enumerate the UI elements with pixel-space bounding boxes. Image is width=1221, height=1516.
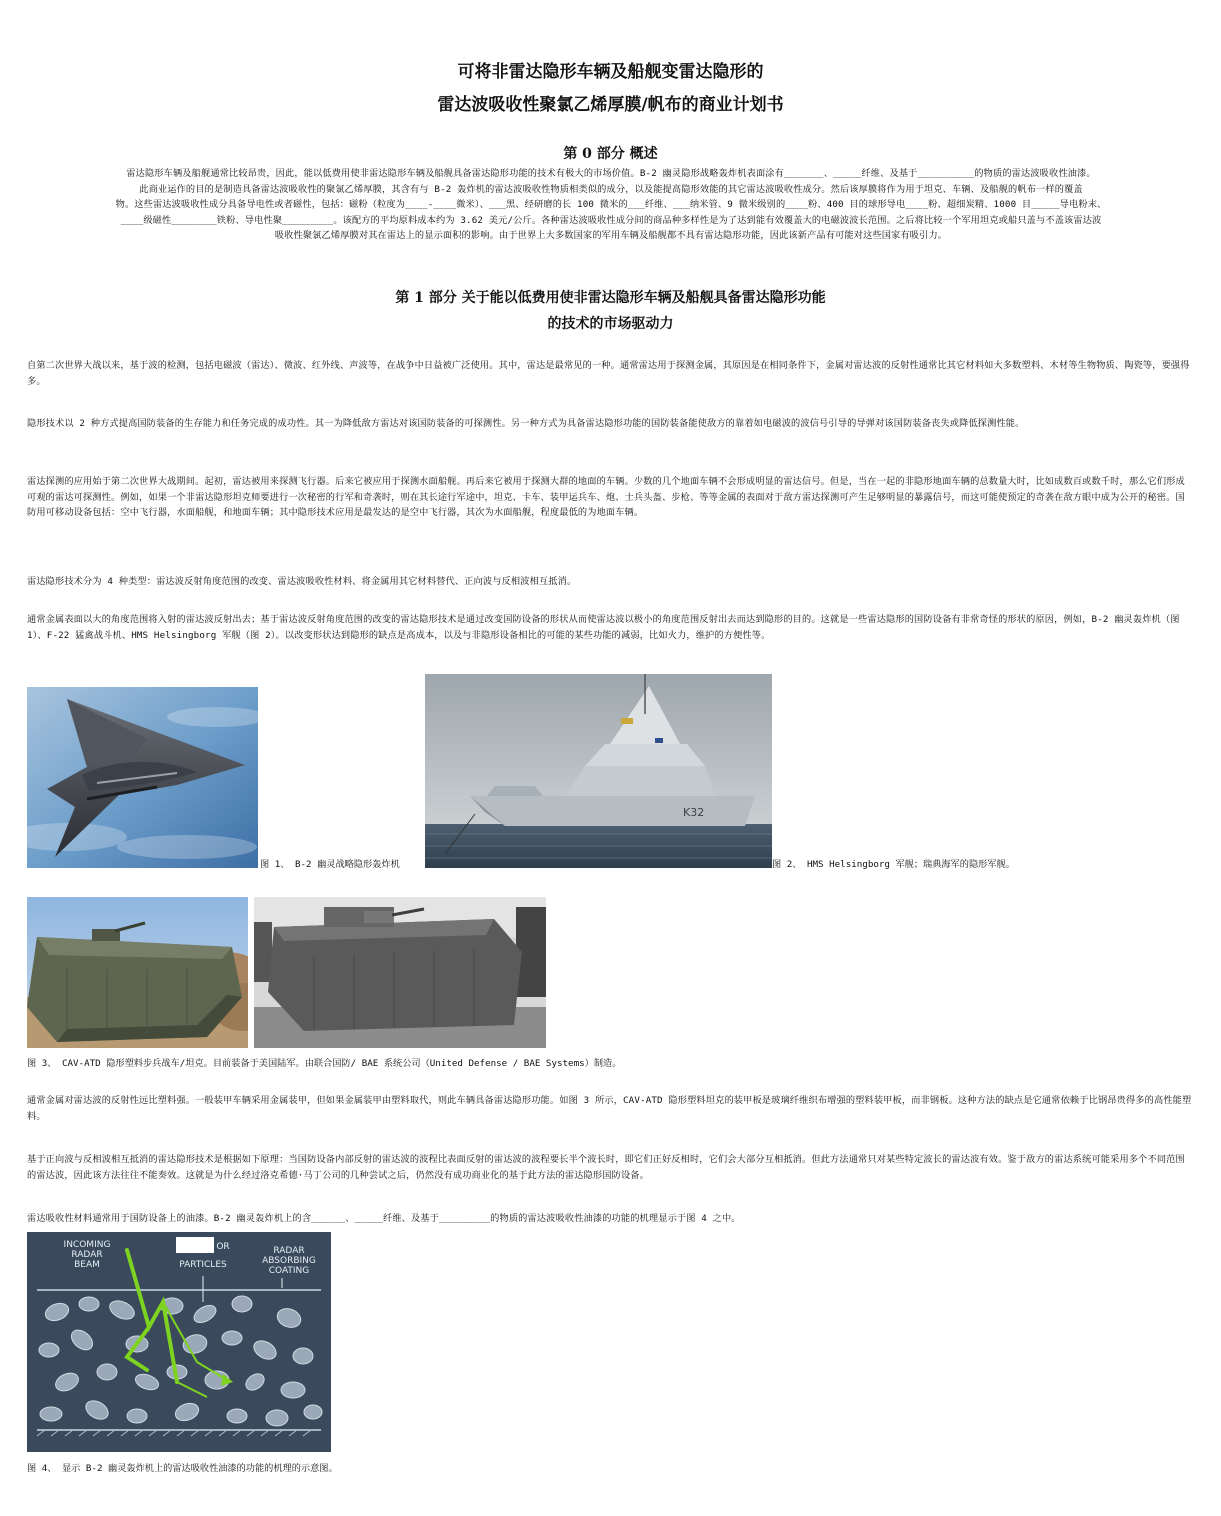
label-coating-line3: COATING bbox=[268, 1266, 310, 1276]
part0-line: ____级磁性________铁粉、导电性聚_________。该配方的平均原料成本约为 3.62 美元/公斤。各种雷达波吸收性成分间的商品种多样性是为了达到能有效覆盖大的电磁波波长范围。之后将比较一个军用坦克或船只盖与不盖该雷达波 bbox=[120, 214, 1102, 226]
svg-text:K32: K32 bbox=[683, 806, 705, 819]
part0-heading: 第 0 部分 概述 bbox=[563, 146, 658, 162]
figure-4-absorbing-coating-diagram bbox=[27, 1232, 331, 1452]
part1-paragraph-8: 雷达吸收性材料通常用于国防设备上的油漆。B-2 幽灵轰炸机上的含______、_____纤维、及基于_________的物质的雷达波吸收性油漆的功能的机理显示于图 4 之中。 bbox=[27, 1213, 741, 1224]
label-particles-line1: OR bbox=[216, 1242, 230, 1252]
label-coating-line1: RADAR bbox=[273, 1246, 305, 1256]
part1-paragraph-3: 雷达探测的应用始于第二次世界大战期间。起初，雷达被用来探测飞行器。后来它被应用于探测水面船舰。再后来它被用于探测大群的地面的车辆。少数的几个地面车辆不会形成明显的雷达信号。但是，当在一起的非隐形地面车辆的总数量大时，比如成数百或数千时，那么它们形成可观的雷达可探测性。例如，如果一个非雷达隐形坦克师要进行一次秘密的行军和奇袭时，则在其长途行军途中，坦克、卡车、装甲运兵车、炮、士兵头盔、步枪、等等金属的表面对于敌方雷达探测可产生足够明显的暴露信号，而这可能使预定的奇袭在敌方眼中成为公开的秘密。国防用可移动设备包括：空中飞行器，水面船舰，和地面车辆；其中隐形技术应用是最发达的是空中飞行器，其次为水面船舰，程度最低的为地面车辆。 bbox=[27, 476, 1185, 518]
part0-line: 此商业运作的目的是制造具备雷达波吸收性的聚氯乙烯厚膜，其含有与 B-2 轰炸机的雷达波吸收性物质相类似的成分，以及能提高隐形效能的其它雷达波吸收性成分。然后该厚膜将作为用于坦克、车辆、及船舰的帆布一样的覆盖 bbox=[139, 183, 1083, 195]
part0-overview bbox=[30, 166, 1192, 244]
part1-paragraph-7: 基于正向波与反相波相互抵消的雷达隐形技术是根据如下原理：当国防设备内部反射的雷达波的波程比表面反射的雷达波的波程要长半个波长时，即它们正好反相时，它们会大部分互相抵消。但此方法通常只对某些特定波长的雷达波有效。鉴于敌方的雷达系统可能采用多个不同范围的雷达波，因此该方法往往不能奏效。这就是为什么经过洛克希德·马丁公司的几种尝试之后，仍然没有成功商业化的基于此方法的雷达隐形国防设备。 bbox=[27, 1154, 1185, 1181]
label-particles-line2: PARTICLES bbox=[179, 1260, 227, 1270]
figure-4-caption: 图 4、 显示 B-2 幽灵轰炸机上的雷达吸收性油漆的功能的机理的示意图。 bbox=[27, 1463, 338, 1474]
part1-paragraph-6: 通常金属对雷达波的反射性远比塑料强。一般装甲车辆采用金属装甲，但如果金属装甲由塑料取代，则此车辆具备雷达隐形功能。如图 3 所示，CAV-ATD 隐形塑料坦克的装甲板是玻璃纤维织布增强的塑料装甲板，而非钢板。这种方法的缺点是它通常依赖于比钢昂贵得多的高性能塑料。 bbox=[27, 1095, 1192, 1122]
figure-3-caption: 图 3、 CAV-ATD 隐形塑料步兵战车/坦克。目前装备于美国陆军。由联合国防/ BAE 系统公司（United Defense / BAE Systems）制造。 bbox=[27, 1058, 622, 1069]
part0-line: 物。这些雷达波吸收性成分具备导电性或者磁性，包括：磁粉（粒度为____-____微米）、___黑、经研磨的长 100 微米的___纤维、___纳米管、9 微米级别的____粉、400 目的球形导电____粉、超细炭精、1000 目_____导电粉末、 bbox=[115, 199, 1107, 210]
figure-2-caption: 图 2、 HMS Helsingborg 军舰；瑞典海军的隐形军舰。 bbox=[772, 859, 1015, 870]
part0-line: 雷达隐形车辆及船舰通常比较昂贵，因此，能以低费用使非雷达隐形车辆及船舰具备雷达隐形功能的技术有极大的市场价值。B-2 幽灵隐形战略轰炸机表面涂有_______、_____纤维、及基于__________的物质的雷达波吸收性油漆。 bbox=[126, 168, 1096, 179]
label-incoming-line3: BEAM bbox=[74, 1260, 100, 1270]
part1-paragraph-1: 自第二次世界大战以来，基于波的检测，包括电磁波（雷达）、微波、红外线、声波等，在战争中日益被广泛使用。其中，雷达是最常见的一种。通常雷达用于探测金属，其原因是在相同条件下，金属对雷达波的反射性通常比其它材料如大多数塑料、木材等生物物质、陶瓷等，要强得多。 bbox=[27, 360, 1190, 387]
part1-paragraph-2: 隐形技术以 2 种方式提高国防装备的生存能力和任务完成的成功性。其一为降低敌方雷达对该国防装备的可探测性。另一种方式为具备雷达隐形功能的国防装备能使敌方的靠着如电磁波的波信号引导的导弹对该国防装备丧失或降低探测性能。 bbox=[27, 418, 1025, 429]
figure-3-cav-atd-bw bbox=[254, 897, 546, 1048]
figure-1-b2-bomber bbox=[27, 687, 258, 868]
part1-paragraph-5: 通常金属表面以大的角度范围将入射的雷达波反射出去；基于雷达波反射角度范围的改变的雷达隐形技术是通过改变国防设备的形状从而使雷达波以极小的角度范围反射出去而达到隐形的目的。这就是一些雷达隐形的国防设备有非常奇怪的形状的原因，例如，B-2 幽灵轰炸机（图 1）、F-22 猛禽战斗机、HMS Helsingborg 军舰（图 2）。以改变形状达到隐形的缺点是高成本，以及与非隐形设备相比的可能的某些功能的减弱，比如火力，维护的方便性等。 bbox=[27, 614, 1180, 641]
part1-paragraph-4: 雷达隐形技术分为 4 种类型：雷达波反射角度范围的改变、雷达波吸收性材料、将金属用其它材料替代、正向波与反相波相互抵消。 bbox=[27, 576, 577, 587]
part1-heading-line2: 的技术的市场驱动力 bbox=[547, 316, 674, 332]
figure-3-cav-atd-color bbox=[27, 897, 248, 1048]
label-incoming-line2: RADAR bbox=[71, 1250, 103, 1260]
part0-line: 吸收性聚氯乙烯厚膜对其在雷达上的显示面积的影响。由于世界上大多数国家的军用车辆及船舰都不具有雷达隐形功能，因此该新产品有可能对这些国家有吸引力。 bbox=[274, 230, 948, 241]
figure-2-helsingborg-ship bbox=[425, 674, 772, 868]
label-coating-line2: ABSORBING bbox=[262, 1256, 316, 1266]
label-incoming-line1: INCOMING bbox=[63, 1240, 111, 1250]
doc-title-line2: 雷达波吸收性聚氯乙烯厚膜/帆布的商业计划书 bbox=[437, 95, 784, 115]
figure-1-caption: 图 1、 B-2 幽灵战略隐形轰炸机 bbox=[260, 859, 400, 870]
part1-heading-line1: 第 1 部分 关于能以低费用使非雷达隐形车辆及船舰具备雷达隐形功能 bbox=[395, 290, 826, 306]
doc-title-line1: 可将非雷达隐形车辆及船舰变雷达隐形的 bbox=[457, 62, 764, 82]
